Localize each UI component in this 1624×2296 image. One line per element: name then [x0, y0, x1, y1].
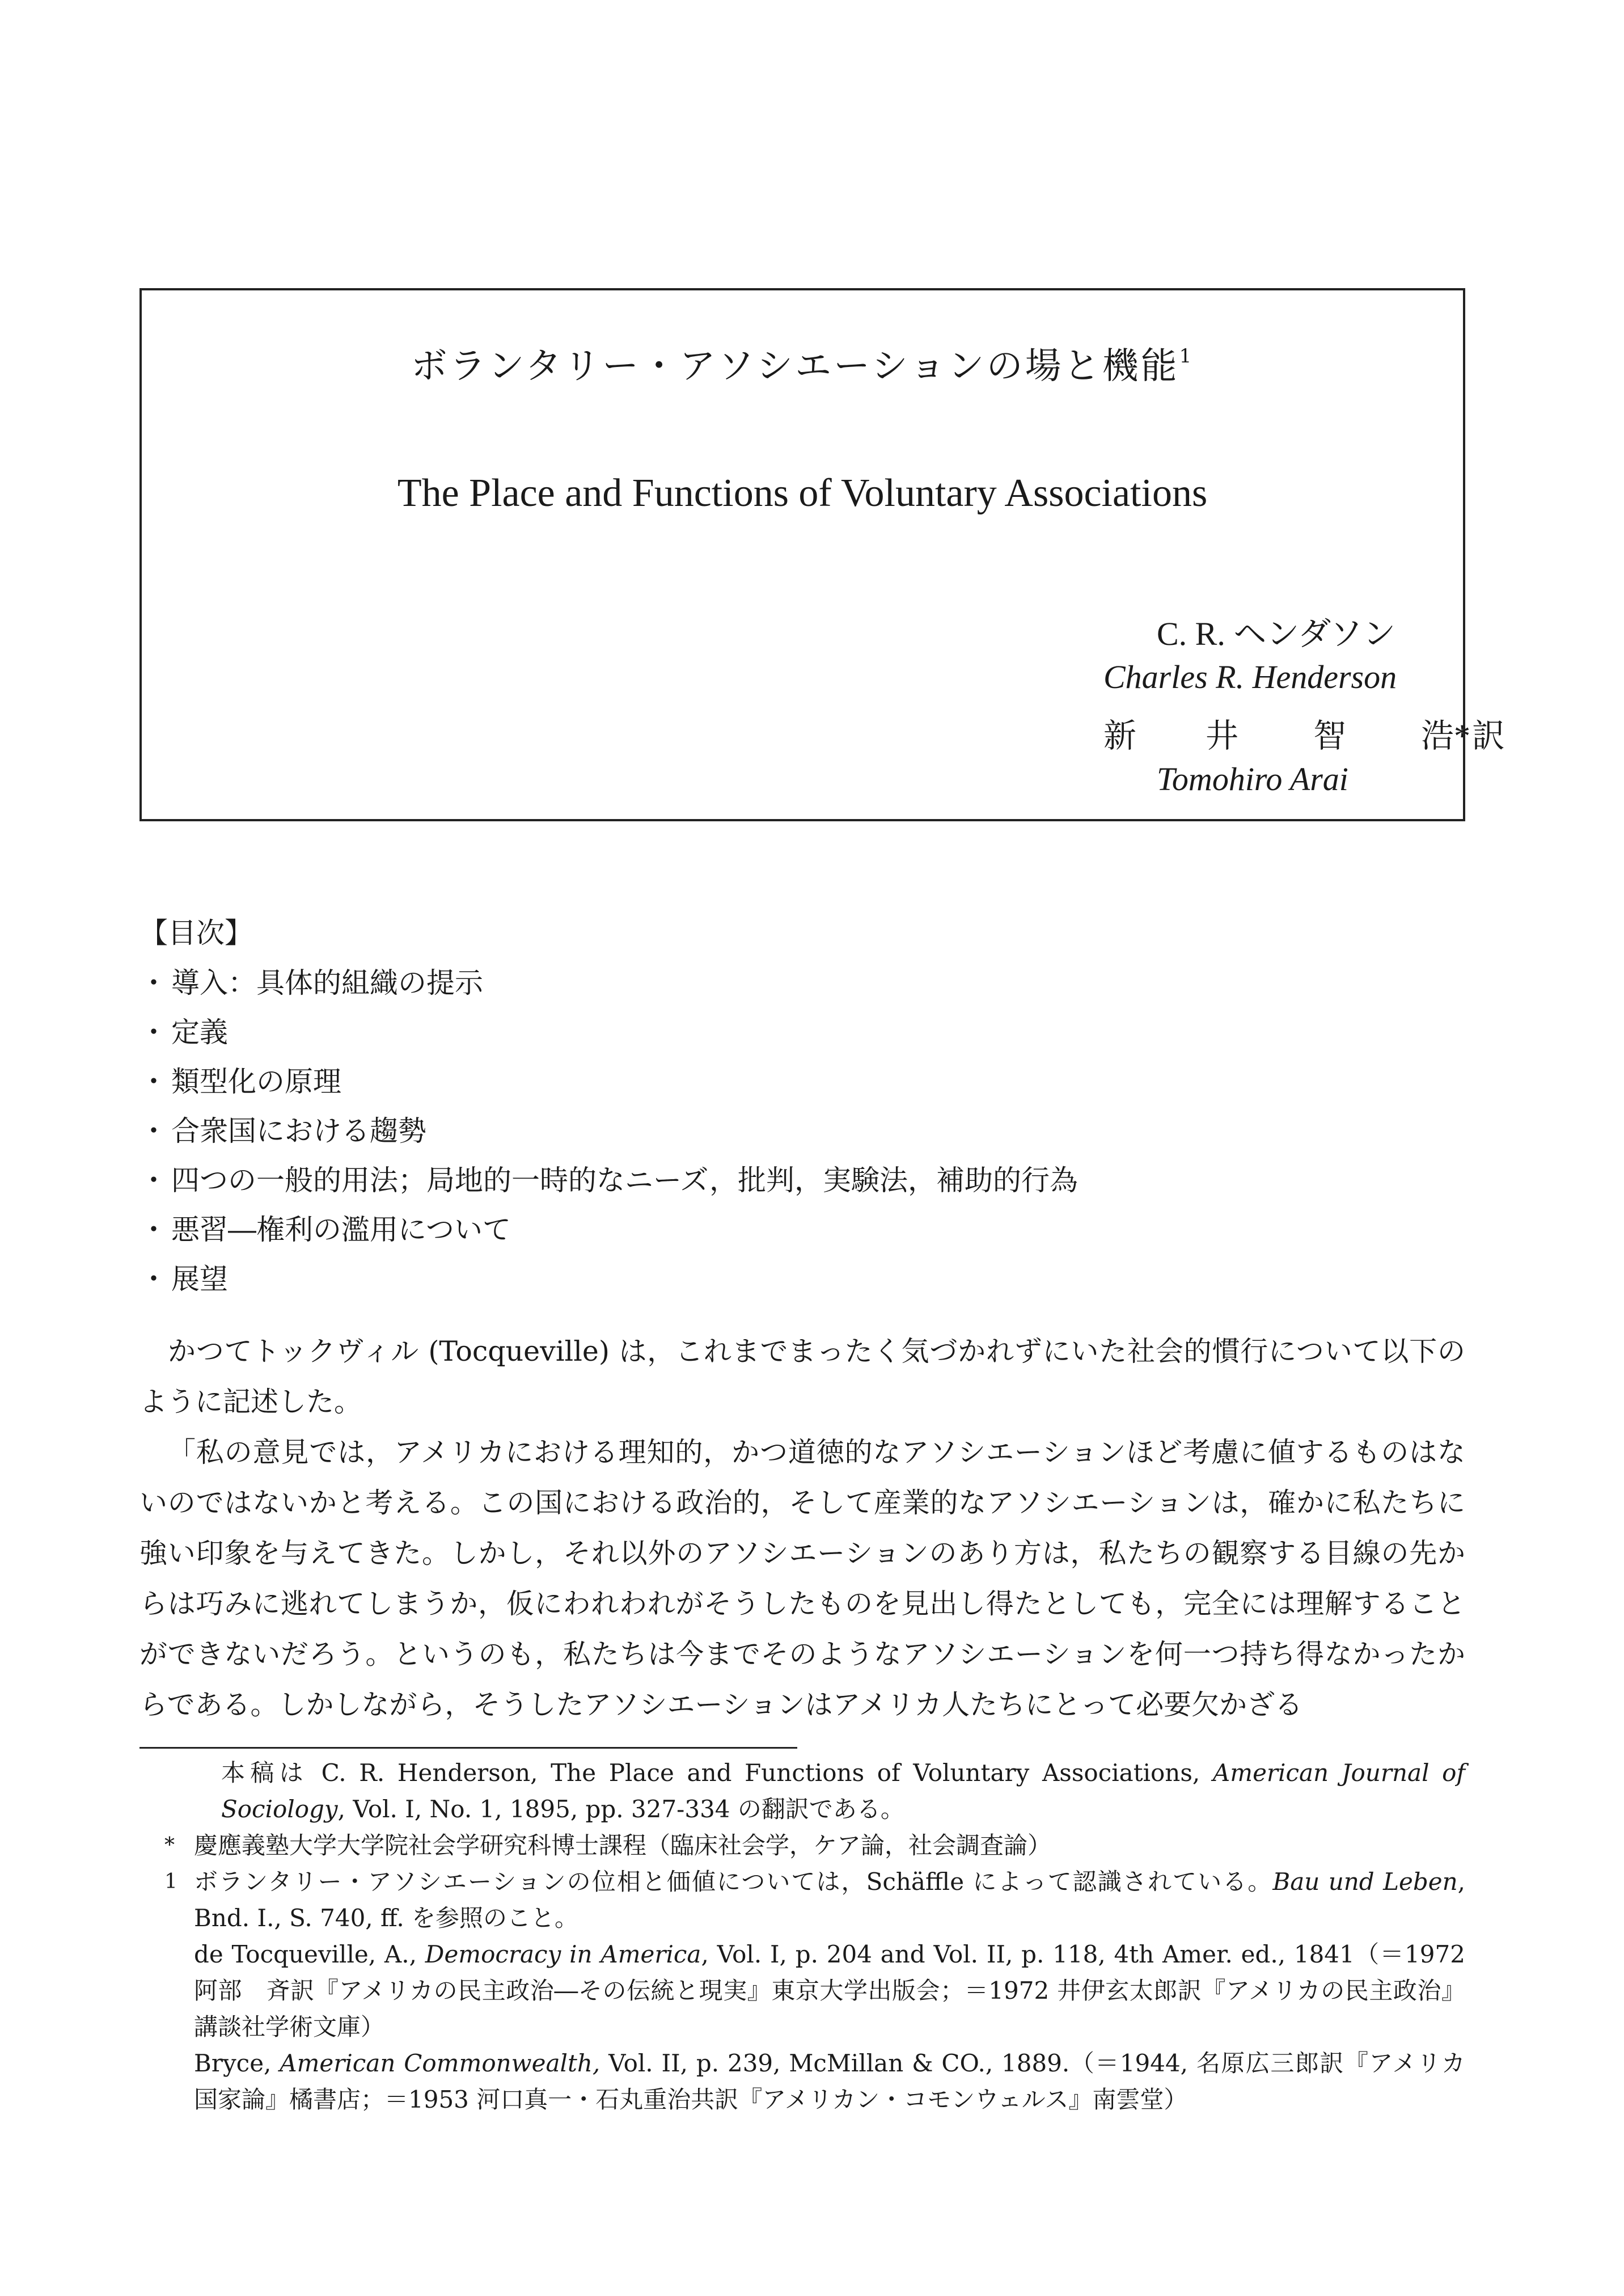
- translator-char: 新: [1103, 717, 1137, 754]
- translator-char: 井: [1206, 717, 1239, 754]
- toc-item: ・ 四つの一般的用法；局地的一時的なニーズ，批判，実験法，補助的行為: [139, 1164, 1078, 1197]
- title-box: [139, 288, 1505, 821]
- translator-suffix: 訳: [1472, 717, 1505, 754]
- body-paragraph-quote: 「私の意見では，アメリカにおける理知的，かつ道徳的なアソシエーションほど考慮に値するものはないのではないかと考える。この国における政治的，そして産業的なアソシエーションは，確かに私たちに強い印象を与えてきた。しかし，それ以外のアソシエーションのあり方は，私たちの観察する目線の先からは巧みに逃れてしまうか，仮にわれわれがそうしたものを見出し得たとしても，完全には理解することができないだろう。というのも，私たちは今までそのようなアソシエーションを何一つ持ち得なかったからである。しかしながら，そうしたアソシエーションはアメリカ人たちにとって必要欠かざる: [139, 1436, 1465, 1721]
- title-footnote-marker: 1: [1179, 345, 1194, 368]
- toc-item: ・ 導入：具体的組織の提示: [139, 966, 483, 999]
- toc-heading: 【目次】: [139, 917, 253, 949]
- footnote-divider: [139, 1747, 797, 1749]
- footnote-affiliation: * 慶應義塾大学大学院社会学研究科博士課程（臨床社会学，ケア論，社会調査論）: [139, 1827, 1465, 1864]
- author-japanese: C. R. ヘンダソン: [1157, 615, 1396, 652]
- footnote-source: 本稿は C. R. Henderson, The Place and Functions of Voluntary Associations, American Journal of Sociology, Vol. I, No. 1, 1895, pp. 327-334 の翻訳である。: [221, 1759, 1465, 1823]
- footnote-number: 1: [164, 1870, 177, 1893]
- body-text: [139, 1326, 1465, 1730]
- footnote-1: 1 ボランタリー・アソシエーションの位相と価値については，Schäffle によって認識されている。Bau und Leben, Bnd. I., S. 740, ff. を参照のこと。: [139, 1864, 1465, 1936]
- table-of-contents: [139, 908, 1078, 1304]
- toc-item: ・ 定義: [139, 1016, 228, 1049]
- toc-item: ・ 悪習―権利の濫用について: [139, 1213, 511, 1246]
- footnote-tocqueville: de Tocqueville, A., Democracy in America, Vol. I, p. 204 and Vol. II, p. 118, 4th Amer. ed., 1841（＝1972 阿部 斉訳『アメリカの民主政治―その伝統と現実』東京大学出版会；＝1972 井伊玄太郎訳『アメリカの民主政治』講談社学術文庫）: [194, 1940, 1465, 2041]
- body-paragraph-intro: かつてトックヴィル (Tocqueville) は，これまでまったく気づかれずにいた社会的慣行について以下のように記述した。: [139, 1335, 1465, 1418]
- toc-item: ・ 類型化の原理: [139, 1065, 341, 1098]
- author-english: Charles R. Henderson: [1103, 659, 1397, 695]
- translator-char: 浩*: [1421, 717, 1471, 754]
- footnotes: [139, 1755, 1465, 2118]
- translator-char: 智: [1313, 717, 1347, 754]
- toc-item: ・ 合衆国における趨勢: [139, 1115, 426, 1147]
- translator-japanese: [1103, 709, 1505, 757]
- footnote-bryce: Bryce, American Commonwealth, Vol. II, p. 239, McMillan & CO., 1889.（＝1944, 名原広三郎訳『アメリカ国家論』橘書店；＝1953 河口真一・石丸重治共訳『アメリカン・コモンウェルス』南雲堂）: [194, 2049, 1466, 2113]
- translator-english: Tomohiro Arai: [1157, 761, 1348, 797]
- title-japanese: ボランタリー・アソシエーションの場と機能$^1$: [411, 345, 1194, 387]
- footnote-asterisk: *: [164, 1834, 175, 1857]
- title-english: The Place and Functions of Voluntary Associations: [397, 471, 1208, 515]
- toc-item: ・ 展望: [139, 1263, 228, 1295]
